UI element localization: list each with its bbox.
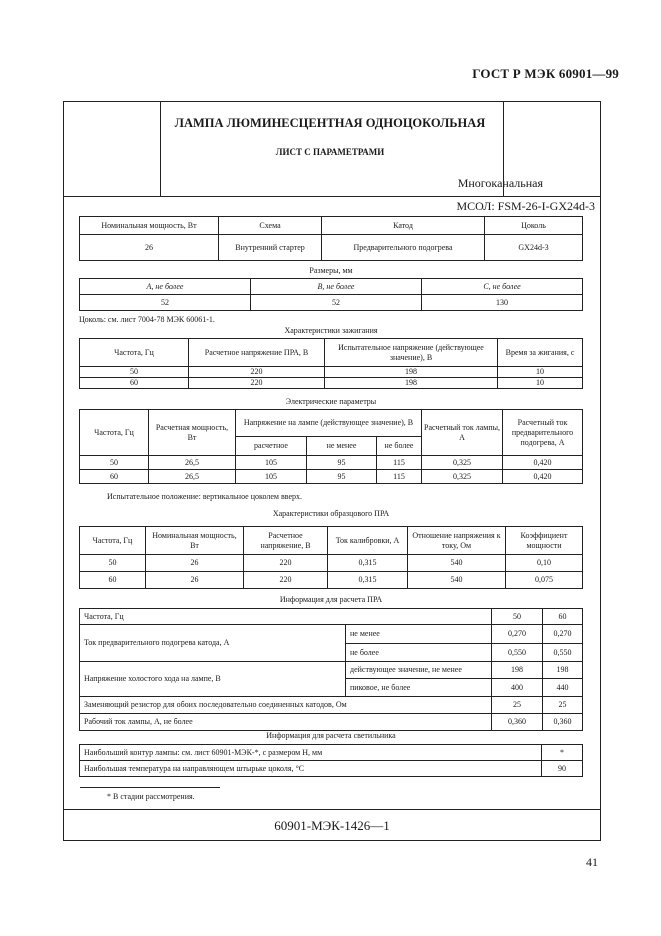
table-cell: Наибольший контур лампы: см. лист 60901-МЭК-*, с размером Н, мм xyxy=(80,745,542,761)
footnote-rule xyxy=(80,787,220,788)
table-header: Расчетный ток предварительного подогрева, А xyxy=(503,410,583,456)
ballast-info-caption: Информация для расчета ПРА xyxy=(279,595,383,604)
table-cell: Заменяющий резистор для обоих последовательно соединенных катодов, Ом xyxy=(80,697,492,714)
ignition-caption: Характеристики зажигания xyxy=(284,326,378,335)
table-cell: 26 xyxy=(146,555,244,572)
table-cell: пиковое, не более xyxy=(346,679,492,697)
table-cell: 105 xyxy=(236,456,307,470)
table-cell: 95 xyxy=(307,456,377,470)
table-cell: 0,075 xyxy=(506,572,583,589)
table-cell: 540 xyxy=(408,555,506,572)
table-header: Время за жигания, с xyxy=(498,339,583,367)
ballast-info-table xyxy=(79,608,583,731)
table-header: Отношение напряжения к току, Ом xyxy=(408,527,506,555)
table-header: Расчетный ток лампы, А xyxy=(422,410,503,456)
table-cell: 0,420 xyxy=(503,456,583,470)
table-header: Схема xyxy=(219,217,322,235)
ref-ballast-table xyxy=(79,526,583,589)
dimensions-table xyxy=(79,278,583,311)
table-cell: 0,420 xyxy=(503,470,583,484)
table-header: не менее xyxy=(307,437,377,456)
table-cell: 115 xyxy=(377,470,422,484)
table-cell: Внутренний стартер xyxy=(219,235,322,261)
table-header: С, не более xyxy=(422,279,583,295)
table-header: В, не более xyxy=(251,279,422,295)
table-cell: 220 xyxy=(244,555,328,572)
table-cell: 130 xyxy=(422,295,583,311)
table-cell: 25 xyxy=(492,697,543,714)
mcol-designation: МСОЛ: FSM-26-I-GX24d-3 xyxy=(456,199,595,213)
table-cell: 10 xyxy=(498,367,583,378)
table-cell: 0,325 xyxy=(422,456,503,470)
table-cell: 50 xyxy=(80,555,146,572)
cap-note: Цоколь: см. лист 7004-78 МЭК 60061-1. xyxy=(79,315,215,324)
luminaire-info-table xyxy=(79,744,583,777)
table-cell: 220 xyxy=(189,367,325,378)
table-header: Расчетное напряжение, В xyxy=(244,527,328,555)
lamp-category: Многоканальная xyxy=(457,176,543,190)
table-header: Расчетное напряжение ПРА, В xyxy=(189,339,325,367)
table-cell: 52 xyxy=(80,295,251,311)
table-header: Номинальная мощность, Вт xyxy=(146,527,244,555)
table-cell: Частота, Гц xyxy=(80,609,492,625)
table-cell: 90 xyxy=(542,761,583,777)
table-cell: 52 xyxy=(251,295,422,311)
table-cell: * xyxy=(542,745,583,761)
dims-caption: Размеры, мм xyxy=(309,266,353,275)
table-header: А, не более xyxy=(80,279,251,295)
table-cell: Предварительного подогрева xyxy=(322,235,485,261)
table-cell: 0,10 xyxy=(506,555,583,572)
table-cell: GX24d-3 xyxy=(485,235,583,261)
table-cell: 115 xyxy=(377,456,422,470)
table-cell: 198 xyxy=(492,662,543,679)
table-cell: 26,5 xyxy=(149,470,236,484)
page-number: 41 xyxy=(586,855,598,869)
table-cell: 0,315 xyxy=(328,555,408,572)
table-header: Номинальная мощность, Вт xyxy=(80,217,219,235)
table-cell: 400 xyxy=(492,679,543,697)
main-params-table xyxy=(79,216,583,261)
luminaire-info-caption: Информация для расчета светильника xyxy=(266,731,396,740)
footnote: * В стадии рассмотрения. xyxy=(107,792,195,801)
table-cell: 0,360 xyxy=(543,714,583,731)
table-cell: 220 xyxy=(244,572,328,589)
table-cell: 26 xyxy=(146,572,244,589)
header-bottom-line xyxy=(63,196,601,197)
table-header: Частота, Гц xyxy=(80,339,189,367)
footer-top-line xyxy=(63,809,601,810)
table-header: Частота, Гц xyxy=(80,410,149,456)
table-cell: 60 xyxy=(80,378,189,389)
table-cell: 198 xyxy=(325,367,498,378)
table-cell: 198 xyxy=(325,378,498,389)
standard-number: ГОСТ Р МЭК 60901—99 xyxy=(472,66,619,81)
table-cell: 0,325 xyxy=(422,470,503,484)
table-cell: Рабочий ток лампы, А, не более xyxy=(80,714,492,731)
table-cell: 95 xyxy=(307,470,377,484)
table-header: Расчетная мощность, Вт xyxy=(149,410,236,456)
table-cell: Ток предварительного подогрева катода, А xyxy=(80,625,346,662)
table-cell: 198 xyxy=(543,662,583,679)
ignition-table xyxy=(79,338,583,389)
electrical-caption: Электрические параметры xyxy=(285,397,377,406)
electrical-table xyxy=(79,409,583,484)
table-header: расчетное xyxy=(236,437,307,456)
table-header: Частота, Гц xyxy=(80,527,146,555)
table-header: Цоколь xyxy=(485,217,583,235)
table-cell: 25 xyxy=(543,697,583,714)
table-header: 60 xyxy=(543,609,583,625)
table-cell: 0,550 xyxy=(492,644,543,662)
table-cell: 440 xyxy=(543,679,583,697)
table-cell: Наибольшая температура на направляющем штырьке цоколя, °С xyxy=(80,761,542,777)
table-header: Катод xyxy=(322,217,485,235)
table-cell: 26 xyxy=(80,235,219,261)
table-header: Коэффициент мощности xyxy=(506,527,583,555)
table-cell: Напряжение холостого хода на лампе, В xyxy=(80,662,346,697)
table-cell: не менее xyxy=(346,625,492,644)
table-header: Напряжение на лампе (действующее значение), В xyxy=(236,410,422,437)
table-cell: 0,270 xyxy=(543,625,583,644)
table-header: 50 xyxy=(492,609,543,625)
table-cell: не более xyxy=(346,644,492,662)
table-cell: 0,550 xyxy=(543,644,583,662)
table-cell: 50 xyxy=(80,456,149,470)
table-cell: 60 xyxy=(80,572,146,589)
test-position-note: Испытательное положение: вертикальное цоколем вверх. xyxy=(107,492,303,501)
table-cell: 26,5 xyxy=(149,456,236,470)
table-cell: 60 xyxy=(80,470,149,484)
table-header: не более xyxy=(377,437,422,456)
table-cell: действующее значение, не менее xyxy=(346,662,492,679)
sheet-subtitle: ЛИСТ С ПАРАМЕТРАМИ xyxy=(275,147,385,157)
table-cell: 540 xyxy=(408,572,506,589)
sheet-title: ЛАМПА ЛЮМИНЕСЦЕНТНАЯ ОДНОЦОКОЛЬНАЯ xyxy=(174,116,486,130)
table-header: Испытательное напряжение (действующее значение), В xyxy=(325,339,498,367)
ref-ballast-caption: Характеристики образцового ПРА xyxy=(272,509,390,518)
table-cell: 50 xyxy=(80,367,189,378)
table-cell: 0,315 xyxy=(328,572,408,589)
table-cell: 220 xyxy=(189,378,325,389)
table-cell: 0,360 xyxy=(492,714,543,731)
table-cell: 105 xyxy=(236,470,307,484)
table-cell: 10 xyxy=(498,378,583,389)
sheet-id: 60901-МЭК-1426—1 xyxy=(274,818,390,833)
table-header: Ток калибровки, А xyxy=(328,527,408,555)
table-cell: 0,270 xyxy=(492,625,543,644)
